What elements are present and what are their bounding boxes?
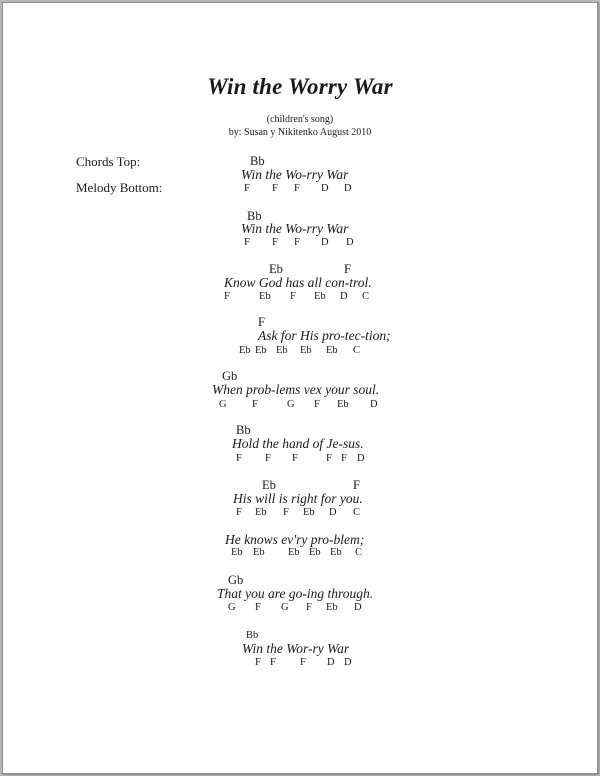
melody-note: F: [314, 399, 320, 410]
melody-note: F: [272, 237, 278, 248]
melody-note: F: [306, 602, 312, 613]
chord: Bb: [247, 209, 262, 223]
chord: F: [258, 315, 265, 329]
chord: Bb: [236, 423, 251, 437]
lyric-line: Win the Wor-ry War: [242, 641, 350, 656]
page-title: Win the Worry War: [207, 74, 393, 99]
melody-note: F: [244, 237, 250, 248]
melody-note: Eb: [253, 547, 265, 558]
melody-note: F: [272, 183, 278, 194]
melody-note: F: [236, 507, 242, 518]
melody-note: D: [329, 507, 337, 518]
melody-note: D: [370, 399, 378, 410]
lyric-line: Ask for His pro-tec-tion;: [258, 328, 391, 343]
subtitle: (children's song): [266, 114, 334, 125]
melody-note: F: [283, 507, 289, 518]
lyric-line: Win the Wo-rry War: [241, 167, 349, 182]
melody-note: G: [281, 602, 289, 613]
melody-note: C: [355, 547, 363, 558]
melody-note: C: [362, 291, 370, 302]
lyric-line: That you are go-ing through.: [217, 586, 374, 601]
melody-note: F: [292, 453, 298, 464]
melody-note: Eb: [300, 345, 312, 356]
melody-note: G: [219, 399, 227, 410]
melody-note: G: [228, 602, 236, 613]
melody-note: F: [290, 291, 296, 302]
melody-note: Eb: [314, 291, 326, 302]
chord: F: [353, 478, 360, 492]
melody-note: D: [354, 602, 362, 613]
melody-note: Eb: [276, 345, 288, 356]
song-sheet-page: [2, 2, 598, 774]
lyric-line: Know God has all con-trol.: [224, 275, 372, 290]
melody-note: D: [321, 183, 329, 194]
lyric-line: His will is right for you.: [233, 491, 363, 506]
melody-note: D: [321, 237, 329, 248]
lyric-line: Win the Wo-rry War: [241, 221, 349, 236]
melody-note: F: [224, 291, 230, 302]
chord: Bb: [246, 630, 259, 641]
melody-note: Eb: [255, 507, 267, 518]
melody-note: F: [265, 453, 271, 464]
melody-note: Eb: [326, 602, 338, 613]
lyric-line: He knows ev'ry pro-blem;: [225, 532, 365, 547]
melody-note: D: [340, 291, 348, 302]
chord: Gb: [228, 573, 244, 587]
melody-note: F: [244, 183, 250, 194]
lyric-line: When prob-lems vex your soul.: [212, 382, 380, 397]
legend-chords-top: Chords Top:: [76, 154, 141, 169]
legend-melody-bottom: Melody Bottom:: [76, 180, 163, 195]
melody-note: F: [255, 602, 261, 613]
melody-note: Eb: [330, 547, 342, 558]
melody-note: G: [287, 399, 295, 410]
chord: Eb: [269, 262, 283, 276]
melody-note: F: [270, 657, 276, 668]
melody-note: Eb: [326, 345, 338, 356]
lyric-line: Hold the hand of Je-sus.: [232, 436, 364, 451]
melody-note: D: [346, 237, 354, 248]
melody-note: C: [353, 345, 361, 356]
melody-note: F: [326, 453, 332, 464]
melody-note: F: [300, 657, 306, 668]
melody-note: F: [294, 237, 300, 248]
melody-note: Eb: [239, 345, 251, 356]
melody-note: C: [353, 507, 361, 518]
melody-note: Eb: [288, 547, 300, 558]
melody-note: Eb: [255, 345, 267, 356]
chord: Gb: [222, 369, 238, 383]
melody-note: F: [255, 657, 261, 668]
melody-note: Eb: [231, 547, 243, 558]
melody-note: F: [236, 453, 242, 464]
melody-note: Eb: [309, 547, 321, 558]
chord: F: [344, 262, 351, 276]
melody-note: Eb: [259, 291, 271, 302]
melody-note: Eb: [337, 399, 349, 410]
melody-note: D: [344, 183, 352, 194]
melody-note: F: [341, 453, 347, 464]
melody-note: D: [344, 657, 352, 668]
melody-note: D: [327, 657, 335, 668]
melody-note: D: [357, 453, 365, 464]
melody-note: F: [294, 183, 300, 194]
byline: by: Susan y Nikitenko August 2010: [228, 127, 372, 138]
chord: Bb: [250, 154, 265, 168]
chord: Eb: [262, 478, 276, 492]
melody-note: F: [252, 399, 258, 410]
melody-note: Eb: [303, 507, 315, 518]
